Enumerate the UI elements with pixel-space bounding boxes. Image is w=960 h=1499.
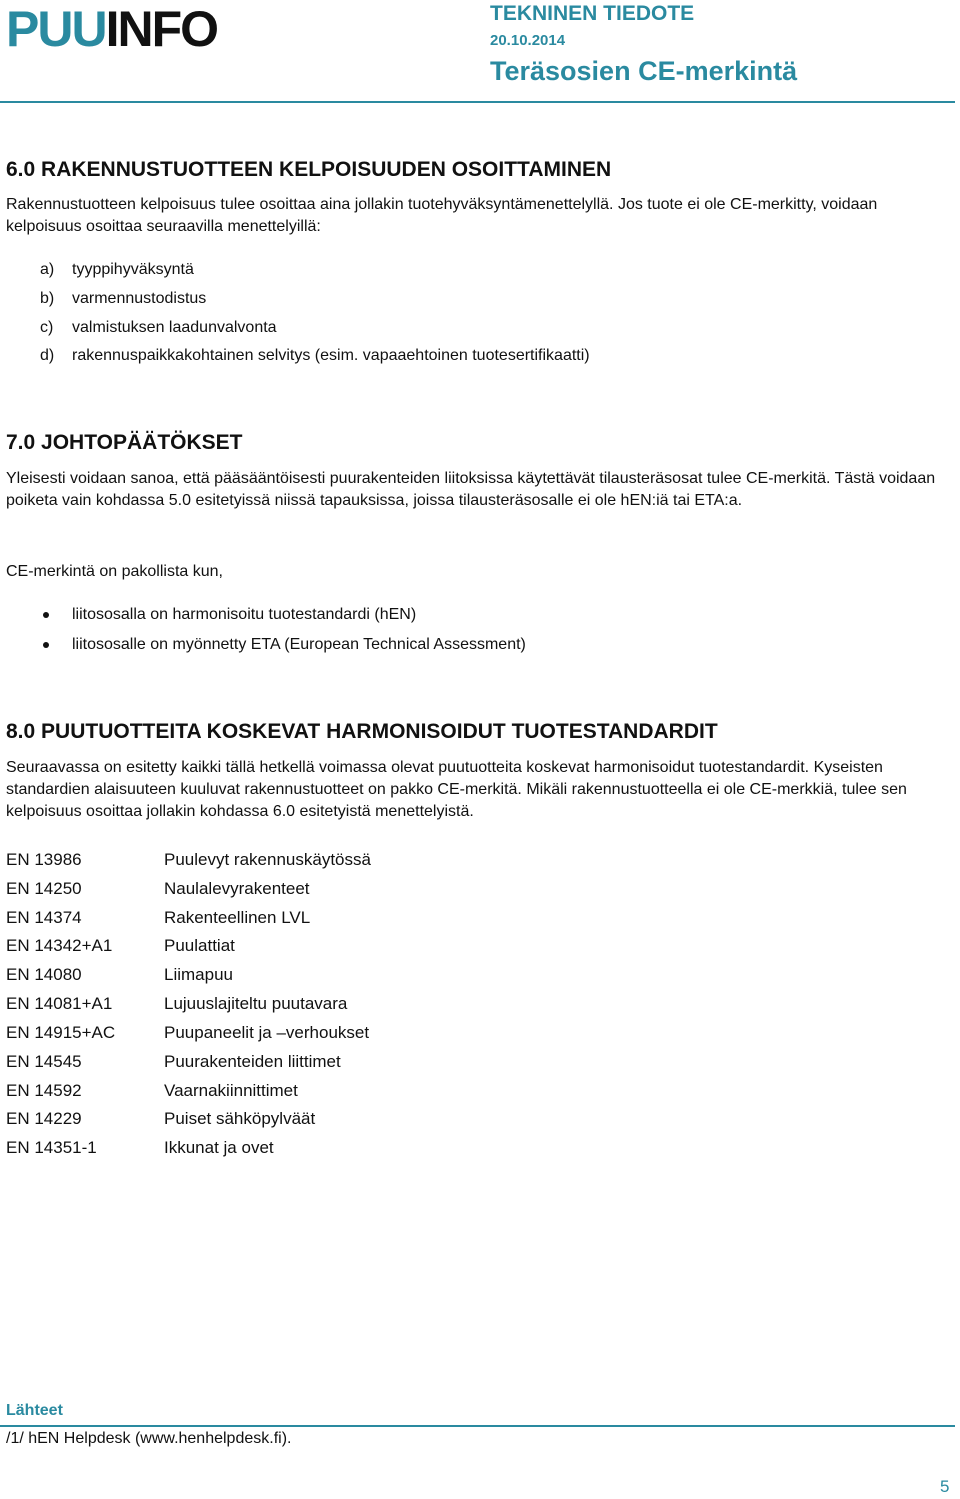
sources-divider: [0, 1425, 955, 1427]
standard-name: Ikkunat ja ovet: [164, 1138, 274, 1157]
document-date: 20.10.2014: [490, 32, 566, 49]
puuinfo-logo: [6, 1, 218, 57]
standard-code: EN 14351-1: [6, 1138, 97, 1157]
section-7-heading: 7.0 JOHTOPÄÄTÖKSET: [6, 431, 243, 454]
standard-code: EN 14374: [6, 908, 82, 927]
list-item-letter: a): [40, 261, 55, 278]
bullet-item-text: liitososalle on myönnetty ETA (European Technical Assessment): [72, 636, 526, 653]
standard-code: EN 14229: [6, 1109, 82, 1128]
logo-part-puu: PUU: [6, 1, 106, 57]
bullet-icon: [43, 642, 49, 648]
list-item-text: valmistuksen laadunvalvonta: [72, 319, 277, 336]
bullet-icon: [43, 612, 49, 618]
section-7-intro: CE-merkintä on pakollista kun,: [6, 563, 223, 580]
standard-code: EN 14250: [6, 879, 82, 898]
standard-code: EN 13986: [6, 850, 82, 869]
list-item-text: rakennuspaikkakohtainen selvitys (esim. vapaaehtoinen tuotesertifikaatti): [72, 347, 590, 364]
logo-part-info: INFO: [105, 1, 218, 57]
sources-title: Lähteet: [6, 1402, 63, 1419]
standard-name: Rakenteellinen LVL: [164, 908, 311, 927]
standard-name: Puulattiat: [164, 936, 235, 955]
standard-name: Puulevyt rakennuskäytössä: [164, 850, 371, 869]
standard-code: EN 14081+A1: [6, 994, 113, 1013]
standard-code: EN 14545: [6, 1052, 82, 1071]
list-item-letter: d): [40, 347, 55, 364]
section-8-paragraph: Seuraavassa on esitetty kaikki tällä hetkellä voimassa olevat puutuotteita koskevat harmonisoidut tuotestandardit. Kyseisten standardien alaisuuteen kuuluvat rakennustuotteet on pakko CE-merkitä. Mikäli rakennustuotteella ei ole CE-merkkiä, tulee sen kelpoisuus osoittaa jollakin kohdassa 6.0 esitetyistä menettelyistä.: [6, 759, 907, 820]
standard-name: Liimapuu: [164, 965, 233, 984]
document-type: TEKNINEN TIEDOTE: [490, 2, 695, 25]
section-7-paragraph: Yleisesti voidaan sanoa, että pääsääntöisesti puurakenteiden liitoksissa käytettävät tilausteräsosat tulee CE-merkitä. Tästä voidaan poiketa vain kohdassa 5.0 esitetyissä niissä tapauksissa, joissa tilausteräsosalle ei ole hEN:iä tai ETA:a.: [6, 470, 936, 509]
list-item-letter: b): [40, 290, 55, 307]
standard-name: Vaarnakiinnittimet: [164, 1081, 298, 1100]
standard-name: Puiset sähköpylväät: [164, 1109, 316, 1128]
list-item-text: varmennustodistus: [72, 290, 207, 307]
standard-name: Puurakenteiden liittimet: [164, 1052, 341, 1071]
page-number: 5: [940, 1477, 950, 1496]
sources-item: /1/ hEN Helpdesk (www.henhelpdesk.fi).: [6, 1430, 292, 1447]
standard-code: EN 14915+AC: [6, 1023, 116, 1042]
section-8-heading: 8.0 PUUTUOTTEITA KOSKEVAT HARMONISOIDUT TUOTESTANDARDIT: [6, 720, 718, 743]
standard-name: Lujuuslajiteltu puutavara: [164, 994, 348, 1013]
section-6-heading: 6.0 RAKENNUSTUOTTEEN KELPOISUUDEN OSOITTAMINEN: [6, 158, 612, 181]
standard-name: Puupaneelit ja –verhoukset: [164, 1023, 370, 1042]
document-title: Teräsosien CE-merkintä: [490, 56, 798, 86]
section-6-paragraph: Rakennustuotteen kelpoisuus tulee osoittaa aina jollakin tuotehyväksyntämenettelyllä. Jos tuote ei ole CE-merkitty, voidaan kelpoisuus osoittaa seuraavilla menettelyillä:: [6, 196, 878, 235]
list-item-letter: c): [40, 319, 54, 336]
standard-code: EN 14592: [6, 1081, 82, 1100]
bullet-item-text: liitososalla on harmonisoitu tuotestandardi (hEN): [72, 606, 417, 623]
standard-name: Naulalevyrakenteet: [164, 879, 310, 898]
standard-code: EN 14342+A1: [6, 936, 113, 955]
header-divider: [0, 101, 955, 103]
list-item-text: tyyppihyväksyntä: [72, 261, 194, 278]
standard-code: EN 14080: [6, 965, 82, 984]
